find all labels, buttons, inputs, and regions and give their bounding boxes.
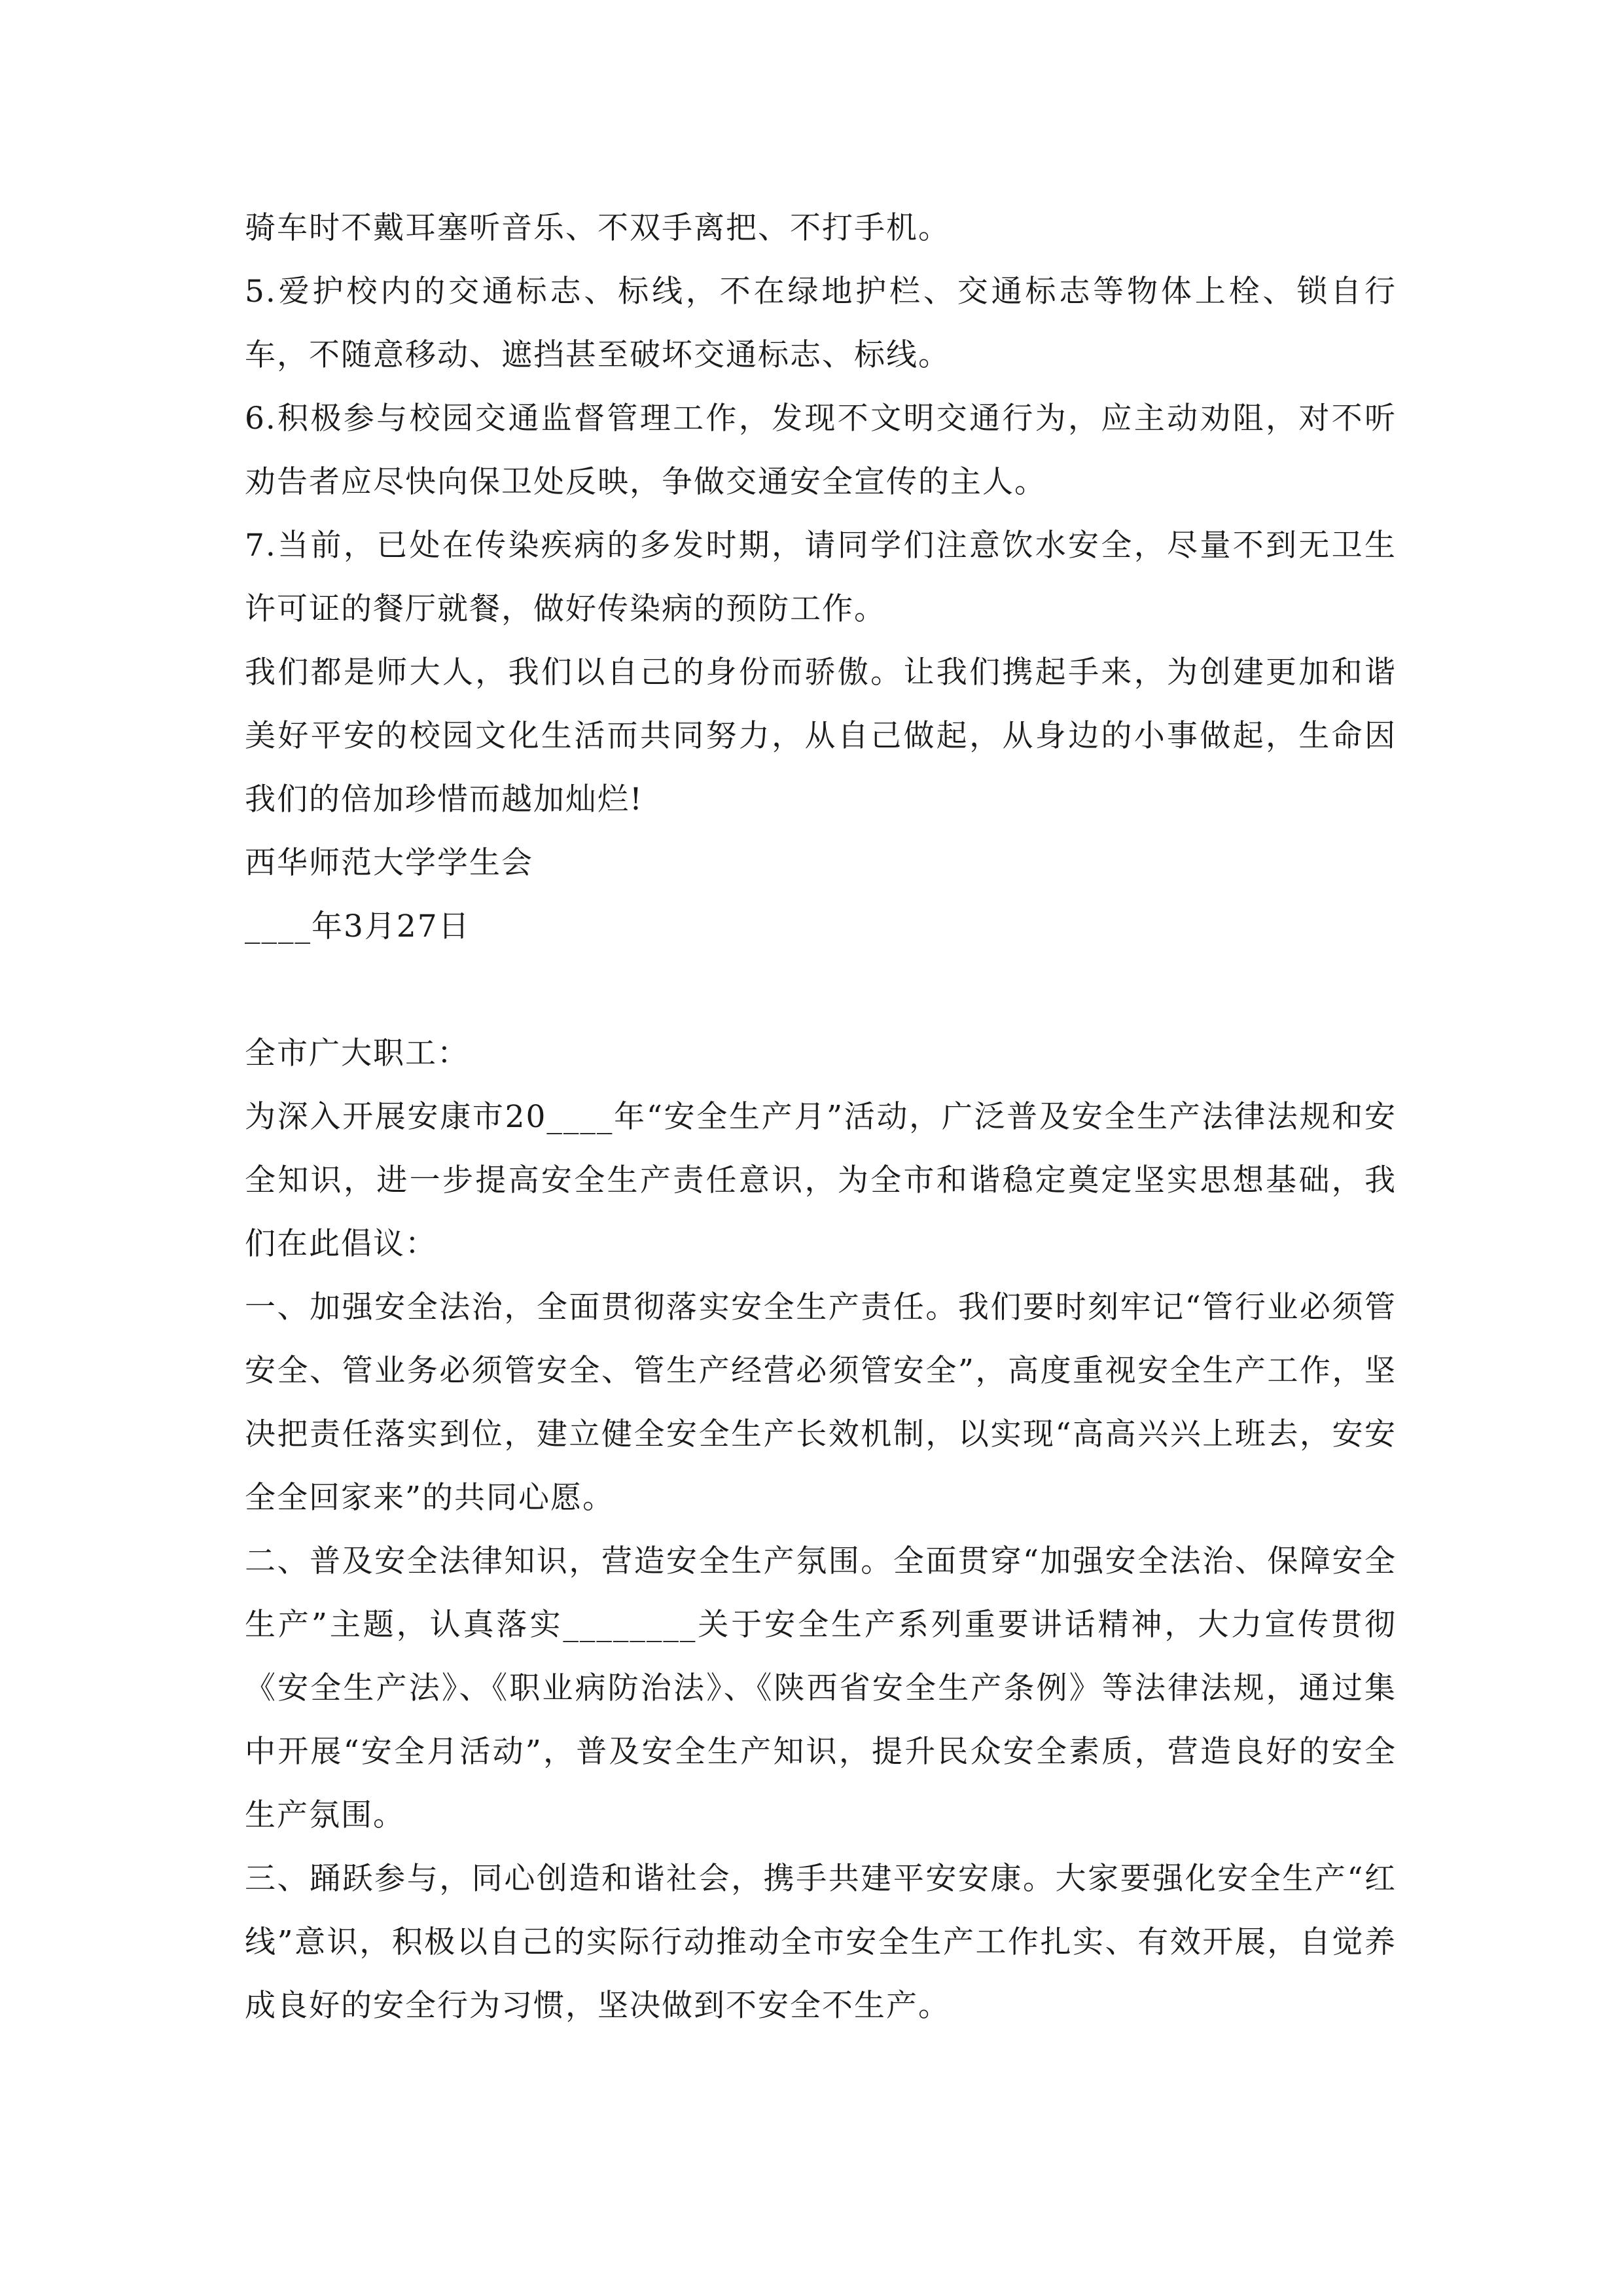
section-gap: [245, 958, 1397, 1022]
document-body: [245, 196, 1397, 2037]
date-line: ____年3月27日: [245, 908, 471, 944]
paragraph: 一、加强安全法治，全面贯彻落实安全生产责任。我们要时刻牢记“管行业必须管安全、管业务必须管安全、管生产经营必须管安全”，高度重视安全生产工作，坚决把责任落实到位，建立健全安全生产长效机制，以实现“高高兴兴上班去，安安全全回家来”的共同心愿。: [245, 1289, 1397, 1516]
paragraph: 5.爱护校内的交通标志、标线，不在绿地护栏、交通标志等物体上栓、锁自行车，不随意移动、遮挡甚至破坏交通标志、标线。: [245, 274, 1397, 373]
paragraph: 为深入开展安康市20____年“安全生产月”活动，广泛普及安全生产法律法规和安全知识，进一步提高安全生产责任意识，为全市和谐稳定奠定坚实思想基础，我们在此倡议：: [245, 1099, 1397, 1262]
signature: 西华师范大学学生会: [245, 845, 533, 881]
paragraph: 6.积极参与校园交通监督管理工作，发现不文明交通行为，应主动劝阻，对不听劝告者应尽快向保卫处反映，争做交通安全宣传的主人。: [245, 401, 1397, 500]
paragraph: 7.当前，已处在传染疾病的多发时期，请同学们注意饮水安全，尽量不到无卫生许可证的餐厅就餐，做好传染病的预防工作。: [245, 528, 1397, 627]
paragraph: 三、踊跃参与，同心创造和谐社会，携手共建平安安康。大家要强化安全生产“红线”意识，积极以自己的实际行动推动全市安全生产工作扎实、有效开展，自觉养成良好的安全行为习惯，坚决做到不安全不生产。: [245, 1861, 1397, 2024]
paragraph: 我们都是师大人，我们以自己的身份而骄傲。让我们携起手来，为创建更加和谐美好平安的校园文化生活而共同努力，从自己做起，从身边的小事做起，生命因我们的倍加珍惜而越加灿烂!: [245, 655, 1397, 817]
paragraph: 骑车时不戴耳塞听音乐、不双手离把、不打手机。: [245, 210, 950, 246]
salutation: 全市广大职工：: [245, 1035, 469, 1071]
paragraph: 二、普及安全法律知识，营造安全生产氛围。全面贯穿“加强安全法治、保障安全生产”主题，认真落实________关于安全生产系列重要讲话精神，大力宣传贯彻《安全生产法》、《职业病防治法》、《陕西省安全生产条例》等法律法规，通过集中开展“安全月活动”，普及安全生产知识，提升民众安全素质，营造良好的安全生产氛围。: [245, 1543, 1397, 1833]
